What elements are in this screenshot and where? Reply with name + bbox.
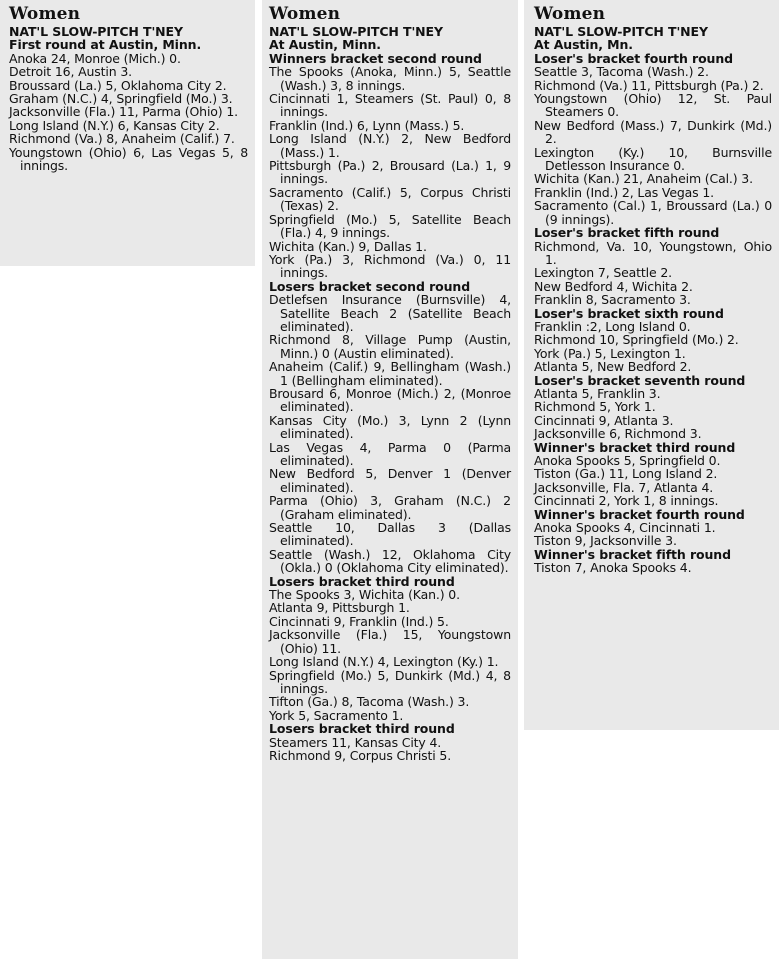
- result-entry: Graham (N.C.) 4, Springfield (Mo.) 3.: [9, 91, 233, 107]
- result-entry: Tiston (Ga.) 11, Long Island 2.: [534, 466, 718, 482]
- result-entry: Kansas City (Mo.) 3, Lynn 2 (Lynn eliminated).: [269, 412, 511, 442]
- section-heading: Winner's bracket fifth round: [534, 546, 731, 562]
- result-entry: Lexington 7, Seattle 2.: [534, 265, 672, 281]
- result-entry: Franklin 8, Sacramento 3.: [534, 292, 691, 308]
- result-entry: New Bedford 4, Wichita 2.: [534, 278, 693, 294]
- result-entry: Franklin :2, Long Island 0.: [534, 318, 691, 334]
- section-heading: Winner's bracket fourth round: [534, 506, 745, 522]
- section-heading: At Austin, Mn.: [534, 37, 633, 53]
- result-entry: Parma (Ohio) 3, Graham (N.C.) 2 (Graham eliminated).: [269, 493, 511, 522]
- result-entry: Tiston 9, Jacksonville 3.: [534, 533, 677, 549]
- section-heading: Winners bracket second round: [269, 50, 482, 66]
- result-entry: Steamers 11, Kansas City 4.: [269, 734, 442, 750]
- result-entry: Jacksonville, Fla. 7, Atlanta 4.: [534, 479, 714, 495]
- result-entry: Atlanta 5, New Bedford 2.: [534, 359, 692, 375]
- result-entry: Richmond 8, Village Pump (Austin, Minn.) 0 (Austin eliminated).: [269, 332, 511, 361]
- result-entry: Richmond, Va. 10, Youngstown, Ohio 1.: [534, 238, 772, 267]
- section-heading: Loser's bracket fifth round: [534, 225, 720, 241]
- result-entry: Long Island (N.Y.) 6, Kansas City 2.: [9, 117, 220, 133]
- section-heading: Winner's bracket third round: [534, 439, 736, 455]
- results-list: [534, 25, 772, 575]
- section-heading: Losers bracket second round: [269, 278, 471, 294]
- result-entry: Atlanta 5, Franklin 3.: [534, 385, 661, 401]
- result-entry: Las Vegas 4, Parma 0 (Parma eliminated).: [269, 439, 511, 468]
- result-entry: York (Pa.) 3, Richmond (Va.) 0, 11 innings.: [269, 251, 511, 281]
- result-entry: Jacksonville (Fla.) 11, Parma (Ohio) 1.: [9, 104, 238, 120]
- result-entry: Youngstown (Ohio) 6, Las Vegas 5, 8 innings.: [9, 144, 248, 174]
- result-entry: York 5, Sacramento 1.: [269, 707, 404, 723]
- result-entry: Anaheim (Calif.) 9, Bellingham (Wash.) 1 (Bellingham eliminated).: [269, 359, 511, 388]
- result-entry: Seattle 10, Dallas 3 (Dallas eliminated).: [269, 520, 511, 549]
- result-entry: Anoka 24, Monroe (Mich.) 0.: [9, 50, 181, 66]
- result-entry: Springfield (Mo.) 5, Dunkirk (Md.) 4, 8 innings.: [269, 667, 511, 696]
- clipping-column-1: [0, 0, 255, 266]
- result-entry: Richmond 5, York 1.: [534, 399, 656, 415]
- results-list: [9, 25, 248, 172]
- result-entry: Anoka Spooks 4, Cincinnati 1.: [534, 520, 716, 536]
- result-entry: The Spooks 3, Wichita (Kan.) 0.: [269, 587, 460, 603]
- result-entry: Lexington (Ky.) 10, Burnsville Detlesson Insurance 0.: [534, 144, 772, 174]
- result-entry: Richmond (Va.) 8, Anaheim (Calif.) 7.: [9, 131, 235, 147]
- result-entry: Sacramento (Cal.) 1, Broussard (La.) 0 (9 innings).: [534, 198, 772, 227]
- result-entry: Cincinnati 2, York 1, 8 innings.: [534, 493, 719, 509]
- result-entry: Jacksonville 6, Richmond 3.: [534, 426, 702, 442]
- section-heading: At Austin, Minn.: [269, 37, 381, 53]
- result-entry: Richmond 10, Springfield (Mo.) 2.: [534, 332, 739, 348]
- section-heading: First round at Austin, Minn.: [9, 37, 202, 53]
- result-entry: Cincinnati 9, Atlanta 3.: [534, 412, 674, 428]
- section-heading: Loser's bracket sixth round: [534, 305, 724, 321]
- section-heading: Loser's bracket fourth round: [534, 50, 734, 66]
- result-entry: Broussard (La.) 5, Oklahoma City 2.: [9, 77, 227, 93]
- section-heading: Losers bracket third round: [269, 721, 455, 737]
- result-entry: York (Pa.) 5, Lexington 1.: [534, 345, 686, 361]
- result-entry: Brousard 6, Monroe (Mich.) 2, (Monroe eliminated).: [269, 385, 511, 415]
- result-entry: Pittsburgh (Pa.) 2, Brousard (La.) 1, 9 innings.: [269, 158, 511, 187]
- section-heading: Losers bracket third round: [269, 573, 455, 589]
- result-entry: Richmond (Va.) 11, Pittsburgh (Pa.) 2.: [534, 77, 764, 93]
- result-entry: Seattle 3, Tacoma (Wash.) 2.: [534, 64, 709, 80]
- section-heading: NAT'L SLOW-PITCH T'NEY: [9, 24, 183, 39]
- result-entry: New Bedford (Mass.) 7, Dunkirk (Md.) 2.: [534, 117, 772, 147]
- clipping-column-2: [262, 0, 518, 959]
- result-entry: Tifton (Ga.) 8, Tacoma (Wash.) 3.: [269, 694, 470, 710]
- result-entry: Sacramento (Calif.) 5, Corpus Christi (Texas) 2.: [269, 184, 511, 214]
- result-entry: New Bedford 5, Denver 1 (Denver eliminated).: [269, 466, 511, 495]
- result-entry: Richmond 9, Corpus Christi 5.: [269, 747, 452, 763]
- result-entry: Franklin (Ind.) 2, Las Vegas 1.: [534, 184, 714, 200]
- result-entry: Tiston 7, Anoka Spooks 4.: [534, 560, 692, 576]
- result-entry: Seattle (Wash.) 12, Oklahoma City (Okla.) 0 (Oklahoma City eliminated).: [269, 546, 511, 576]
- column-heading: Women: [9, 4, 81, 24]
- section-heading: NAT'L SLOW-PITCH T'NEY: [534, 24, 708, 39]
- section-heading: NAT'L SLOW-PITCH T'NEY: [269, 24, 443, 39]
- result-entry: Long Island (N.Y.) 4, Lexington (Ky.) 1.: [269, 654, 499, 670]
- column-heading: Women: [269, 4, 341, 24]
- result-entry: Long Island (N.Y.) 2, New Bedford (Mass.) 1.: [269, 131, 511, 160]
- result-entry: Franklin (Ind.) 6, Lynn (Mass.) 5.: [269, 117, 465, 133]
- result-entry: Springfield (Mo.) 5, Satellite Beach (Fla.) 4, 9 innings.: [269, 211, 511, 241]
- result-entry: Wichita (Kan.) 21, Anaheim (Cal.) 3.: [534, 171, 753, 187]
- section-heading: Loser's bracket seventh round: [534, 372, 746, 388]
- result-entry: Jacksonville (Fla.) 15, Youngstown (Ohio) 11.: [269, 627, 511, 656]
- clipping-column-3: [524, 0, 779, 730]
- result-entry: Atlanta 9, Pittsburgh 1.: [269, 600, 410, 616]
- result-entry: Detlefsen Insurance (Burnsville) 4, Satellite Beach 2 (Satellite Beach eliminated).: [269, 292, 511, 334]
- results-list: [269, 25, 511, 762]
- result-entry: Cincinnati 1, Steamers (St. Paul) 0, 8 innings.: [269, 91, 511, 120]
- result-entry: Anoka Spooks 5, Springfield 0.: [534, 453, 721, 468]
- result-entry: Detroit 16, Austin 3.: [9, 64, 132, 80]
- result-entry: Youngstown (Ohio) 12, St. Paul Steamers 0.: [534, 91, 772, 120]
- column-heading: Women: [534, 4, 606, 24]
- result-entry: Wichita (Kan.) 9, Dallas 1.: [269, 238, 427, 254]
- result-entry: The Spooks (Anoka, Minn.) 5, Seattle (Wash.) 3, 8 innings.: [269, 64, 511, 93]
- result-entry: Cincinnati 9, Franklin (Ind.) 5.: [269, 613, 449, 629]
